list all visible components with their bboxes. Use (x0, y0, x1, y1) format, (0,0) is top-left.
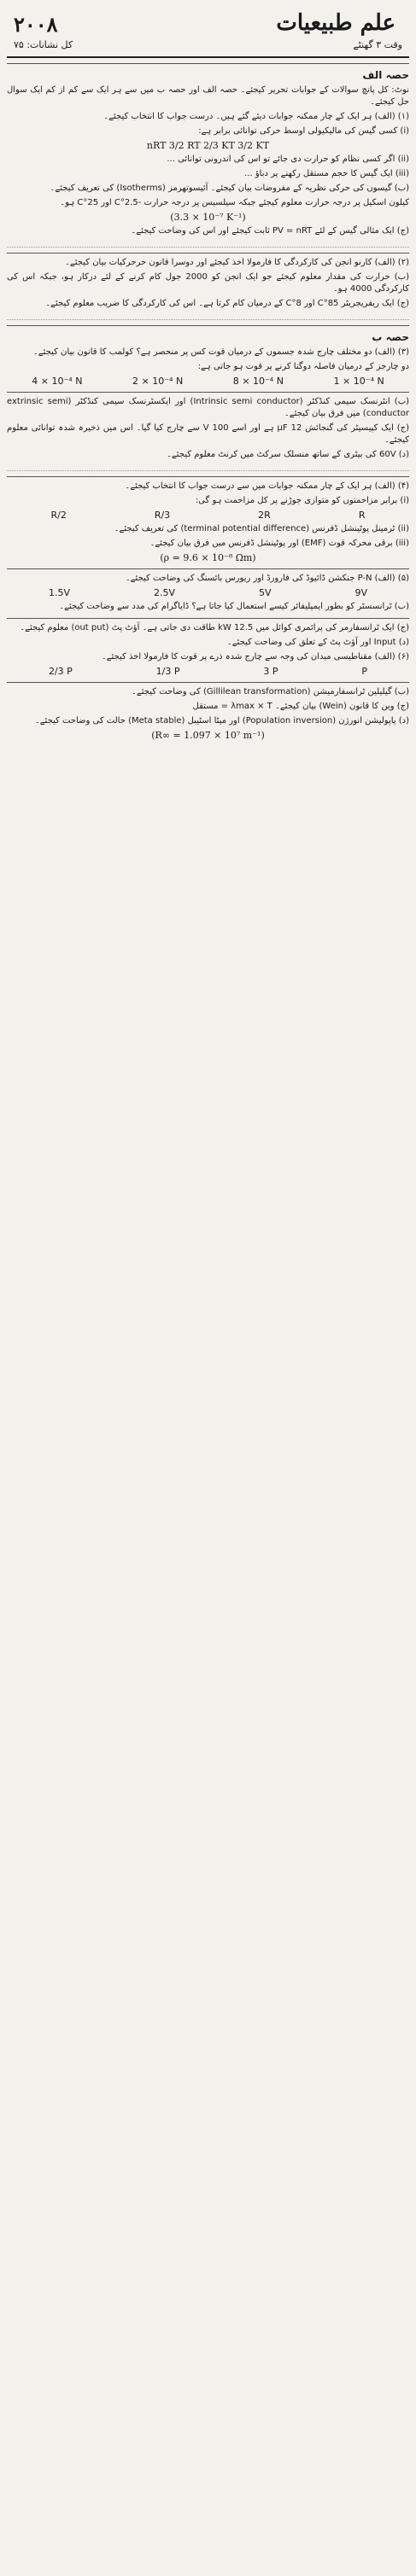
option: 4 × 10⁻⁴ N (32, 376, 83, 387)
answer-options (7, 510, 409, 521)
section-8 (7, 682, 409, 741)
paragraph: (۳) (الف) دو مختلف چارج شدہ جسموں کے درمیان قوت کس پر منحصر ہے؟ کولمب کا قانون بیان کیجئے۔ (32, 347, 409, 357)
option: 3 P (263, 666, 278, 677)
answer-options (7, 666, 409, 677)
paragraph: (ب) گیسوں کی حرکی نظریہ کے مفروضات بیان کیجئے۔ آئیسوتھرمز (Isotherms) کی تعریف کیجئے۔ (50, 184, 409, 193)
paragraph: (ب) گیلیلین ٹرانسفارمیشن (Gillilean transformation) کی وضاحت کیجئے۔ (132, 687, 409, 696)
answer-options (7, 376, 409, 387)
divider (7, 240, 409, 248)
paragraph: دو چارجز کے درمیان فاصلہ دوگنا کرنے پر قوت ہو جاتی ہے: (197, 362, 409, 371)
option: R/3 (154, 510, 171, 521)
option: 8 × 10⁻⁴ N (232, 376, 284, 387)
section-7 (7, 618, 409, 677)
section-5 (7, 476, 409, 563)
option: 9V (354, 587, 368, 598)
section-title: حصہ الف (362, 69, 409, 81)
option: 2.5V (153, 587, 176, 598)
formula: (R∞ = 1.097 × 10⁷ m⁻¹) (151, 730, 265, 741)
paper-year: ۲۰۰۸ (14, 12, 58, 37)
paragraph: (ج) ایک کپیسیٹر کی گنجائش 12 μF ہے اور اسے 100 V سے چارج کیا گیا۔ اس میں ذخیرہ شدہ توانائی معلوم کیجئے۔ (7, 423, 410, 445)
paragraph: نوٹ: کل پانچ سوالات کے جوابات تحریر کیجئے۔ حصہ الف اور حصہ ب میں سے ہر ایک سے کم از کم ایک سوال حل کیجئے۔ (7, 85, 409, 107)
paragraph: (۶) (الف) مقناطیسی میدان کی وجہ سے چارج شدہ ذرے پر قوت کا فارمولا اخذ کیجئے۔ (101, 652, 409, 661)
option: 1/3 P (155, 666, 180, 677)
paper-total-marks: کل نشانات: ۷۵ (14, 39, 73, 50)
paragraph: (۱) (الف) ہر ایک کے چار ممکنہ جوابات دیئے گئے ہیں۔ درست جواب کا انتخاب کیجئے۔ (103, 112, 409, 121)
paragraph: (ج) ایک ٹرانسفارمر کی پرائمری کوائل میں 12.5 kW طاقت دی جاتی ہے۔ آؤٹ پٹ (out put) معلوم کیجئے۔ (20, 623, 409, 632)
section-title: حصہ ب (372, 331, 409, 343)
paragraph: (۴) (الف) ہر ایک کے چار ممکنہ جوابات میں سے درست جواب کا انتخاب کیجئے۔ (125, 481, 409, 491)
option: P (361, 666, 368, 677)
option: 1 × 10⁻⁴ N (333, 376, 384, 387)
section-6 (7, 568, 409, 613)
paper-time: وقت ۳ گھنٹے (353, 39, 402, 50)
option: R (358, 510, 366, 521)
formula: (ρ = 9.6 × 10⁻⁸ Ωm) (160, 552, 256, 563)
paragraph: (د) 60V کی بیٹری کے ساتھ منسلک سرکٹ میں کرنٹ معلوم کیجئے۔ (167, 450, 409, 459)
paper-header (7, 7, 409, 58)
paragraph: (د) پاپولیشن انورژن (Population inversion) اور میٹا اسٹیبل (Meta stable) حالت کی وضاحت کیجئے۔ (34, 716, 409, 726)
paragraph: (۲) (الف) کارنو انجن کی کارکردگی کا فارمولا اخذ کیجئے اور دوسرا قانون حرحرکیات بیان کیجئے۔ (65, 258, 409, 267)
paragraph: (د) Input اور آؤٹ پٹ کے تعلق کی وضاحت کیجئے۔ (226, 638, 409, 647)
section-4 (7, 392, 409, 471)
paragraph: (۵) (الف) P-N جنکشن ڈائیوڈ کی فارورڈ اور ریورس بائسنگ کی وضاحت کیجئے۔ (125, 574, 409, 583)
option: 2R (258, 510, 271, 521)
paragraph: (i) کسی گیس کی مالیکیولی اوسط حرکی توانائی برابر ہے: (198, 126, 409, 136)
answer-options (7, 587, 409, 598)
paragraph: (ب) حرارت کی مقدار معلوم کیجئے جو ایک انجن کو 2000 جول کام کرنے کے لئے درکار ہو، جبکہ اس کی کارکردگی 4000 ہو۔ (7, 272, 409, 294)
section-2 (7, 253, 409, 320)
paper-subject: علم طبیعیات (276, 10, 395, 36)
option: 1.5V (48, 587, 71, 598)
paragraph: (ب) انٹرنسک سیمی کنڈکٹر (Intrinsic semi conductor) اور ایکسٹرنسک سیمی کنڈکٹر (extrinsic semi conductor) میں فرق بیان کیجئے۔ (7, 397, 410, 418)
option: 2 × 10⁻⁴ N (132, 376, 184, 387)
divider (7, 463, 409, 471)
paragraph: (ج) ایک مثالی گیس کے لئے PV = nRT ثابت کیجئے اور اس کی وضاحت کیجئے۔ (131, 226, 409, 236)
option: 5V (258, 587, 272, 598)
divider (7, 312, 409, 320)
paragraph: (i) برابر مزاحمتوں کو متوازی جوڑنے پر کل مزاحمت ہو گی: (195, 496, 409, 505)
paragraph: (ii) اگر کسی نظام کو حرارت دی جائے تو اس کی اندرونی توانائی ... (167, 154, 409, 164)
paragraph: (ج) وین کا قانون (Wein) بیان کیجئے۔ λmax × T = مستقل (192, 702, 409, 711)
paragraph: کیلون اسکیل پر درجہ حرارت معلوم کیجئے جبکہ سیلسیس پر درجہ حرارت -2.5°C اور 25°C ہو۔ (60, 198, 409, 207)
section-3 (7, 325, 409, 387)
formula: (3.3 × 10⁻⁷ K⁻¹) (170, 212, 246, 223)
option: R/2 (50, 510, 67, 521)
paragraph: (ii) ٹرمینل پوٹینشل ڈفرنس (terminal potential difference) کی تعریف کیجئے۔ (114, 524, 409, 533)
paragraph: (iii) ایک گیس کا حجم مستقل رکھنے پر دباؤ ... (244, 169, 409, 178)
formula: nRT 3/2 RT 2/3 KT 3/2 KT (146, 140, 270, 151)
section-1 (7, 63, 409, 248)
option: 2/3 P (48, 666, 73, 677)
paragraph: (ج) ایک ریفریجریٹر 85°C اور 8°C کے درمیان کام کرتا ہے۔ اس کی کارکردگی کا ضریب معلوم کیجئے۔ (45, 299, 409, 308)
paragraph: (ب) ٹرانسسٹر کو بطور ایمپلیفائر کیسے استعمال کیا جاتا ہے؟ ڈایاگرام کی مدد سے وضاحت کیجئے۔ (59, 602, 409, 611)
paragraph: (iii) برقی محرکہ قوت (EMF) اور پوٹینشل ڈفرنس میں فرق بیان کیجئے۔ (149, 539, 409, 548)
